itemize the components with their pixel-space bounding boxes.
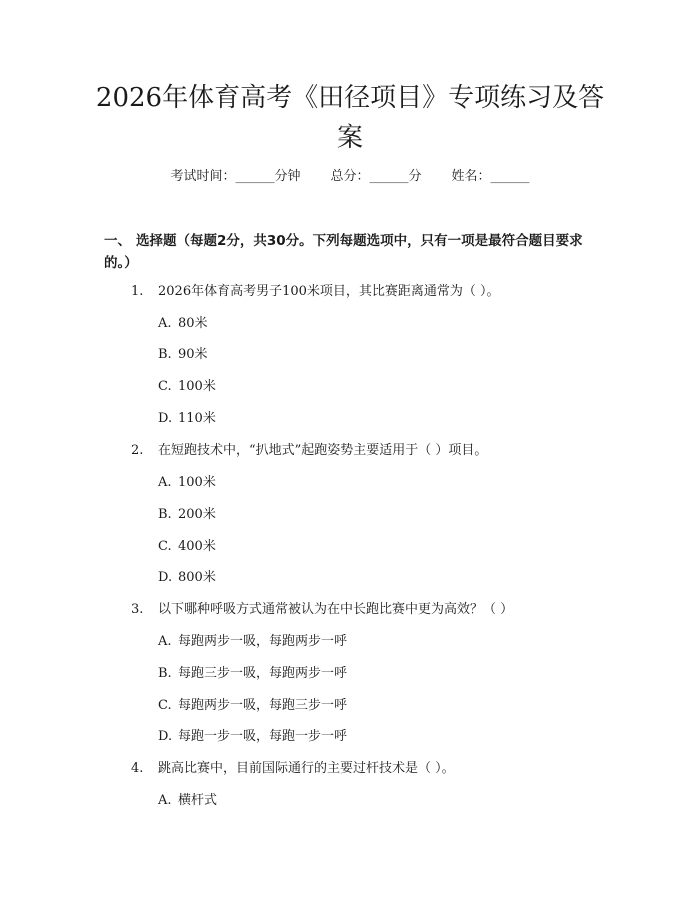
question-1-option-a	[158, 314, 208, 334]
option-letter: A.	[158, 634, 172, 649]
option-letter: C.	[158, 379, 172, 394]
option-letter: A.	[158, 316, 172, 331]
option-letter: C.	[158, 698, 172, 713]
option-letter: A.	[158, 793, 172, 808]
question-2-option-a	[158, 473, 216, 493]
question-text: 2026年体育高考男子100米项目，其比赛距离通常为（ ）。	[158, 284, 500, 299]
option-text: 110米	[178, 411, 216, 426]
document-title: 2026年体育高考《田径项目》专项练习及答案	[95, 83, 605, 153]
option-letter: B.	[158, 666, 172, 681]
question-number: 1.	[131, 284, 144, 299]
option-letter: B.	[158, 347, 172, 362]
option-letter: B.	[158, 507, 172, 522]
total-score-label: 总分：______分	[330, 169, 422, 184]
question-text: 以下哪种呼吸方式通常被认为在中长跑比赛中更为高效？（ ）	[158, 602, 514, 617]
question-2	[131, 441, 487, 461]
option-text: 横杆式	[178, 793, 218, 808]
option-text: 200米	[178, 507, 216, 522]
option-text: 80米	[178, 316, 208, 331]
section-heading	[104, 230, 604, 274]
option-text: 90米	[178, 347, 208, 362]
question-3-option-d	[158, 727, 347, 747]
option-text: 每跑三步一吸，每跑两步一呼	[178, 666, 348, 681]
option-letter: D.	[158, 729, 173, 744]
question-4	[131, 759, 455, 779]
option-letter: A.	[158, 475, 172, 490]
option-text: 400米	[178, 539, 216, 554]
option-letter: D.	[158, 570, 173, 585]
question-3-option-b	[158, 664, 347, 684]
exam-time-label: 考试时间：______分钟	[170, 169, 301, 184]
option-text: 每跑两步一吸，每跑两步一呼	[178, 634, 348, 649]
question-2-option-d	[158, 568, 216, 588]
question-number: 4.	[131, 761, 144, 776]
question-1-option-d	[158, 409, 216, 429]
student-name-label: 姓名：______	[451, 169, 530, 184]
question-4-option-a	[158, 791, 217, 811]
question-1-option-c	[158, 377, 216, 397]
option-letter: C.	[158, 539, 172, 554]
option-text: 800米	[178, 570, 216, 585]
section-instructions: 选择题（每题2分，共30分。下列每题选项中，只有一项是最符合题目要求的。）	[104, 233, 583, 271]
question-3-option-a	[158, 632, 347, 652]
question-1-option-b	[158, 345, 208, 365]
question-number: 3.	[131, 602, 144, 617]
question-3-option-c	[158, 696, 347, 716]
section-number: 一、	[104, 233, 131, 249]
option-letter: D.	[158, 411, 173, 426]
option-text: 每跑两步一吸，每跑三步一呼	[178, 698, 348, 713]
question-3	[131, 600, 513, 620]
question-text: 跳高比赛中，目前国际通行的主要过杆技术是（ ）。	[158, 761, 455, 776]
question-2-option-c	[158, 537, 216, 557]
question-text: 在短跑技术中，“扒地式”起跑姿势主要适用于（ ）项目。	[158, 443, 488, 458]
question-number: 2.	[131, 443, 144, 458]
option-text: 每跑一步一吸，每跑一步一呼	[178, 729, 348, 744]
option-text: 100米	[178, 475, 216, 490]
question-2-option-b	[158, 505, 216, 525]
question-1	[131, 282, 500, 302]
exam-info-line	[0, 167, 700, 187]
option-text: 100米	[178, 379, 216, 394]
